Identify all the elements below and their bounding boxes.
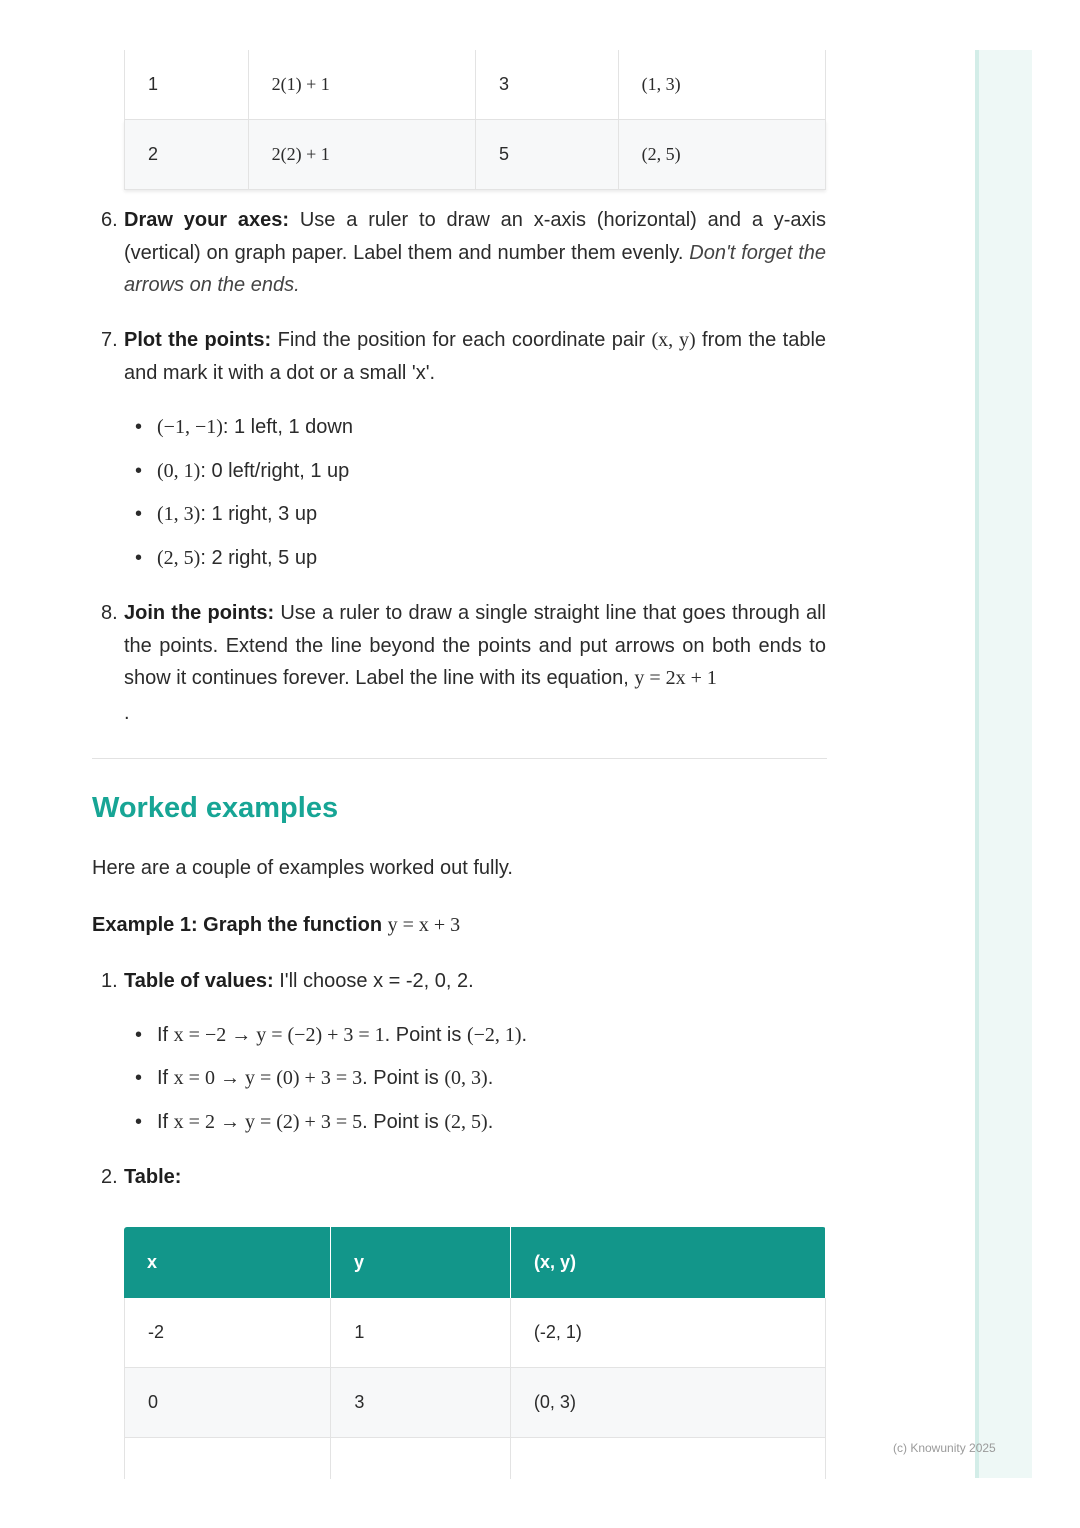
bullet-point: (−2, 1) — [466, 1024, 522, 1046]
bullet-mid: . Point is — [362, 1067, 445, 1089]
table-cell-pair: (1, 3) — [641, 74, 681, 94]
step-number: 1. — [101, 970, 118, 992]
step-8-text — [124, 597, 826, 695]
table-cell-empty — [125, 1438, 331, 1479]
section-divider — [92, 758, 827, 759]
sidebar-stripe — [975, 50, 1032, 1478]
intro-text: Here are a couple of examples worked out fully. — [92, 857, 513, 879]
bullet-mid: . Point is — [362, 1111, 445, 1133]
list-item — [157, 503, 317, 526]
table-row — [124, 1298, 826, 1368]
table-cell-expression: 2(1) + 1 — [249, 50, 476, 119]
section-heading: Worked examples — [92, 792, 339, 824]
point-math: (0, 1) — [157, 460, 201, 482]
list-item — [157, 547, 317, 570]
step-number: 8. — [101, 602, 118, 624]
item-1-bold: Table of values: — [124, 970, 274, 992]
point-math: (2, 5) — [157, 547, 201, 569]
point-desc: : 2 right, 5 up — [200, 547, 318, 569]
table-row-cutoff — [124, 1438, 826, 1479]
step-number: 7. — [101, 329, 118, 351]
list-item — [157, 1024, 527, 1047]
step-8-bold: Join the points: — [124, 602, 275, 624]
values-table-continued — [124, 50, 826, 190]
table-header-y: y — [331, 1227, 511, 1298]
example-1-title-text: Example 1: Graph the function — [92, 914, 388, 936]
table-cell-x: -2 — [125, 1298, 331, 1367]
item-2-text — [124, 1161, 181, 1194]
bullet-end: . — [521, 1024, 528, 1046]
step-number: 2. — [101, 1166, 118, 1188]
table-cell-pair: (2, 5) — [641, 144, 681, 164]
bullet-end: . — [487, 1067, 494, 1089]
list-item — [157, 1111, 493, 1134]
bullet-math: x = 2 → y = (2) + 3 = 5 — [173, 1111, 363, 1133]
example-1-title — [92, 909, 460, 942]
bullet-mid: . Point is — [384, 1024, 467, 1046]
table-cell-y: 1 — [331, 1298, 511, 1367]
table-header-row — [124, 1227, 826, 1298]
point-desc: : 0 left/right, 1 up — [200, 460, 350, 482]
example-1-table — [124, 1227, 826, 1479]
step-6-body: Use a ruler to draw an x-axis (horizontal) and a y-axis (vertical) on graph paper. Label them and number them evenly. — [124, 209, 826, 264]
point-desc: : 1 left, 1 down — [222, 416, 353, 438]
step-7-body-b: from the table and mark it with a dot or a small 'x'. — [124, 329, 827, 384]
table-cell-x: 2 — [125, 120, 249, 189]
table-header-pair: (x, y) — [511, 1227, 826, 1298]
table-cell-y: 3 — [331, 1368, 511, 1437]
list-item — [157, 416, 353, 439]
table-cell-y: 5 — [476, 120, 619, 189]
table-cell-empty — [331, 1438, 511, 1479]
table-cell-y: 3 — [476, 50, 619, 119]
step-7-text — [124, 324, 826, 389]
table-row — [124, 1368, 826, 1438]
bullet-point: (0, 3) — [444, 1067, 488, 1089]
list-item — [157, 460, 349, 483]
bullet-pre: If — [157, 1111, 174, 1133]
point-math: (−1, −1) — [157, 416, 223, 438]
bullet-pre: If — [157, 1067, 174, 1089]
table-row — [124, 120, 826, 190]
point-math: (1, 3) — [157, 503, 201, 525]
bullet-math: x = 0 → y = (0) + 3 = 3 — [173, 1067, 363, 1089]
step-8-equation: y = 2x + 1 — [634, 667, 717, 689]
item-1-text — [124, 965, 474, 998]
list-item — [157, 1067, 493, 1090]
item-2-bold: Table: — [124, 1166, 182, 1188]
table-row — [124, 50, 826, 120]
step-8-tail: . — [124, 702, 130, 724]
table-cell-pair: (0, 3) — [533, 1392, 576, 1412]
step-6-text — [124, 204, 826, 302]
table-header-x: x — [124, 1227, 331, 1298]
table-cell-expression: 2(2) + 1 — [249, 120, 476, 189]
table-cell-pair: (-2, 1) — [533, 1322, 582, 1342]
table-cell-x: 0 — [125, 1368, 331, 1437]
sidebar-edge — [975, 50, 979, 1478]
example-1-equation: y = x + 3 — [387, 914, 461, 936]
item-1-body: I'll choose x = -2, 0, 2. — [273, 970, 474, 992]
point-desc: : 1 right, 3 up — [200, 503, 318, 525]
bullet-math: x = −2 → y = (−2) + 3 = 1 — [173, 1024, 385, 1046]
step-number: 6. — [101, 209, 118, 231]
step-6-bold: Draw your axes: — [124, 209, 290, 231]
bullet-pre: If — [157, 1024, 174, 1046]
step-8-body: Use a ruler to draw a single straight line that goes through all the points. Extend the line beyond the points and put arrows on both ends to show it continues forever. Label the line with its equation, — [124, 602, 826, 689]
step-7-bold: Plot the points: — [124, 329, 272, 351]
table-cell-x: 1 — [125, 50, 249, 119]
copyright-footer: (c) Knowunity 2025 — [893, 1441, 996, 1455]
step-6-italic: Don't forget the arrows on the ends. — [124, 241, 827, 296]
bullet-point: (2, 5) — [444, 1111, 488, 1133]
step-7-math: (x, y) — [651, 329, 696, 351]
bullet-end: . — [487, 1111, 494, 1133]
table-cell-empty — [511, 1438, 825, 1479]
step-7-body-a: Find the position for each coordinate pair — [271, 329, 652, 351]
